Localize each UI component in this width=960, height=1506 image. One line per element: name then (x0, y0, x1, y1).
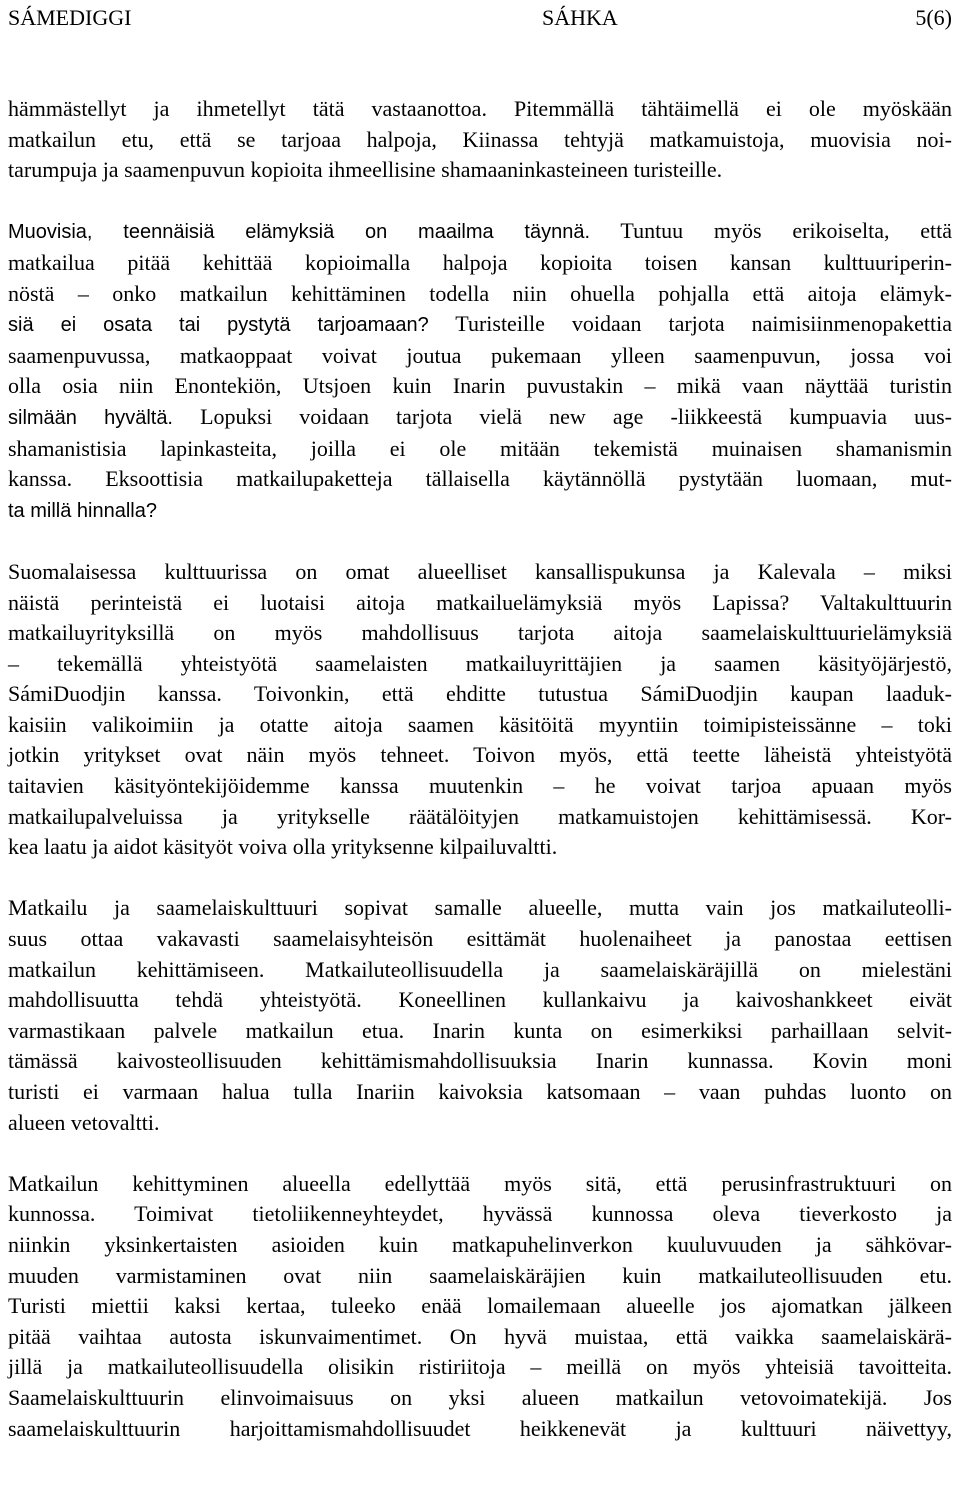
text-line: matkailun etu, että se tarjoaa halpoja, Kiinassa tehtyjä matkamuistoja, muovisia noi- (8, 126, 952, 152)
text-line (8, 402, 952, 434)
text-line (8, 495, 952, 527)
text-line: Matkailu ja saamelaiskulttuuri sopivat samalle alueelle, mutta vain jos matkailuteolli- (8, 895, 952, 921)
paragraph-5 (8, 1169, 952, 1444)
text-line: SámiDuodjin kanssa. Toivonkin, että ehditte tutustua SámiDuodjin kaupan laaduk- (8, 681, 952, 707)
text-line: matkailupalveluissa ja yritykselle räätälöityjen matkamuistojen kehittämisessä. Kor- (8, 803, 952, 829)
text-line: olla osia niin Enontekiön, Utsjoen kuin Inarin puvustakin – mikä vaan näyttää turistin (8, 373, 952, 399)
text-line: suus ottaa vakavasti saamelaisyhteisön esittämät huolenaiheet ja panostaa eettisen (8, 926, 952, 952)
text-line (8, 309, 952, 341)
text-line: tämässä kaivosteollisuuden kehittämismahdollisuuksia Inarin kunnassa. Kovin moni (8, 1048, 952, 1074)
paragraph-3 (8, 557, 952, 863)
text-line: hämmästellyt ja ihmetellyt tätä vastaanottoa. Pitemmällä tähtäimellä ei ole myöskään (8, 96, 952, 121)
text-line: taitavien käsityöntekijöidemme kanssa muutenkin – he voivat tarjoa apuaan myös (8, 773, 952, 799)
text-line: pitää vaihtaa autosta iskunvaimentimet. On hyvä muistaa, että vaikka saamelaiskärä- (8, 1323, 952, 1349)
sans-text-run: silmään hyvältä. (8, 406, 173, 429)
text-line: Matkailun kehittyminen alueella edellyttää myös sitä, että perusinfrastruktuuri on (8, 1170, 952, 1196)
text-line: tarumpuja ja saamenpuvun kopioita ihmeellisine shamaaninkasteineen turisteille. (8, 157, 723, 183)
text-line: muuden varmistaminen ovat niin saamelaiskäräjien kuin matkailuteollisuuden etu. (8, 1262, 952, 1288)
text-run: Turisteille voidaan tarjota naimisiinmenopakettia (428, 311, 952, 337)
text-run: Tuntuu myös erikoiselta, että (590, 218, 952, 244)
sans-text-run: Muovisia, teennäisiä elämyksiä on maailma täynnä. (8, 221, 591, 244)
text-line: kanssa. Eksoottisia matkailupaketteja tällaisella käytännöllä pystytään luomaan, mut- (8, 466, 952, 492)
text-line: jillä ja matkailuteollisuudella olisikin ristiriitoja – meillä on myös yhteisiä tavoitteita. (8, 1354, 952, 1380)
sans-text-run: ta millä hinnalla? (8, 499, 157, 522)
text-line: kaisiin valikoimiin ja otatte aitoja saamen käsitöitä myyntiin toimipisteissänne – toki (8, 711, 952, 737)
text-run: Lopuksi voidaan tarjota vielä new age -liikkeestä kumpuavia uus- (173, 403, 952, 429)
text-line: turisti ei varmaan halua tulla Inariin kaivoksia katsomaan – vaan puhdas luonto on (8, 1079, 952, 1104)
page-header (8, 3, 952, 33)
text-line: mahdollisuutta tehdä yhteistyötä. Koneellinen kullankaivu ja kaivoshankkeet eivät (8, 987, 952, 1013)
text-line: matkailua pitää kehittää kopioimalla halpoja kopioita toisen kansan kulttuuriperin- (8, 249, 952, 275)
text-line: näistä perinteistä ei luotaisi aitoja matkailuelämyksiä myös Lapissa? Valtakulttuurin (8, 589, 952, 615)
header-organization: SÁMEDIGGI (8, 5, 132, 30)
text-line: nöstä – onko matkailun kehittäminen todella niin ohuella pohjalla että aitoja elämyk- (8, 280, 952, 306)
text-line: shamanistisia lapinkasteita, joilla ei ole mitään tekemistä muinaisen shamanismin (8, 435, 952, 461)
paragraph-2 (8, 216, 952, 526)
text-line: kea laatu ja aidot käsityöt voiva olla yrityksenne kilpailuvaltti. (8, 834, 558, 860)
text-line: alueen vetovaltti. (8, 1109, 160, 1135)
text-line: matkailuyrityksillä on myös mahdollisuus tarjota aitoja saamelaiskulttuurielämyksiä (8, 620, 952, 646)
paragraph-4 (8, 893, 952, 1138)
text-line: Saamelaiskulttuurin elinvoimaisuus on yksi alueen matkailun vetovoimatekijä. Jos (8, 1384, 952, 1410)
text-line: Turisti miettii kaksi kertaa, tuleeko enää lomailemaan alueelle jos ajomatkan jälkeen (8, 1293, 952, 1319)
paragraph-1 (8, 94, 952, 186)
header-document-type: SÁHKA (542, 5, 618, 30)
text-line: matkailun kehittämiseen. Matkailuteollisuudella ja saamelaiskäräjillä on mielestäni (8, 956, 952, 982)
text-line: jotkin yritykset ovat näin myös tehneet. Toivon myös, että teette läheistä yhteistyötä (8, 742, 952, 768)
header-page-number: 5(6) (915, 5, 952, 30)
sans-text-run: siä ei osata tai pystytä tarjoamaan? (8, 314, 429, 337)
text-line: – tekemällä yhteistyötä saamelaisten matkailuyrittäjien ja saamen käsityöjärjestö, (8, 650, 952, 676)
document-body (8, 94, 952, 1475)
text-line: kunnossa. Toimivat tietoliikenneyhteydet, hyvässä kunnossa oleva tieverkosto ja (8, 1201, 952, 1227)
text-line: Suomalaisessa kulttuurissa on omat alueelliset kansallispukunsa ja Kalevala – miksi (8, 558, 952, 584)
text-line (8, 216, 952, 248)
text-line: saamelaiskulttuurin harjoittamismahdollisuudet heikkenevät ja kulttuuri näivettyy, (8, 1415, 952, 1441)
text-line: niinkin yksinkertaisten asioiden kuin matkapuhelinverkon kuuluvuuden ja sähkövar- (8, 1231, 952, 1257)
text-line: varmastikaan palvele matkailun etua. Inarin kunta on esimerkiksi parhaillaan selvit- (8, 1017, 952, 1043)
text-line: saamenpuvussa, matkaoppaat voivat joutua pukemaan ylleen saamenpuvun, jossa voi (8, 342, 952, 368)
